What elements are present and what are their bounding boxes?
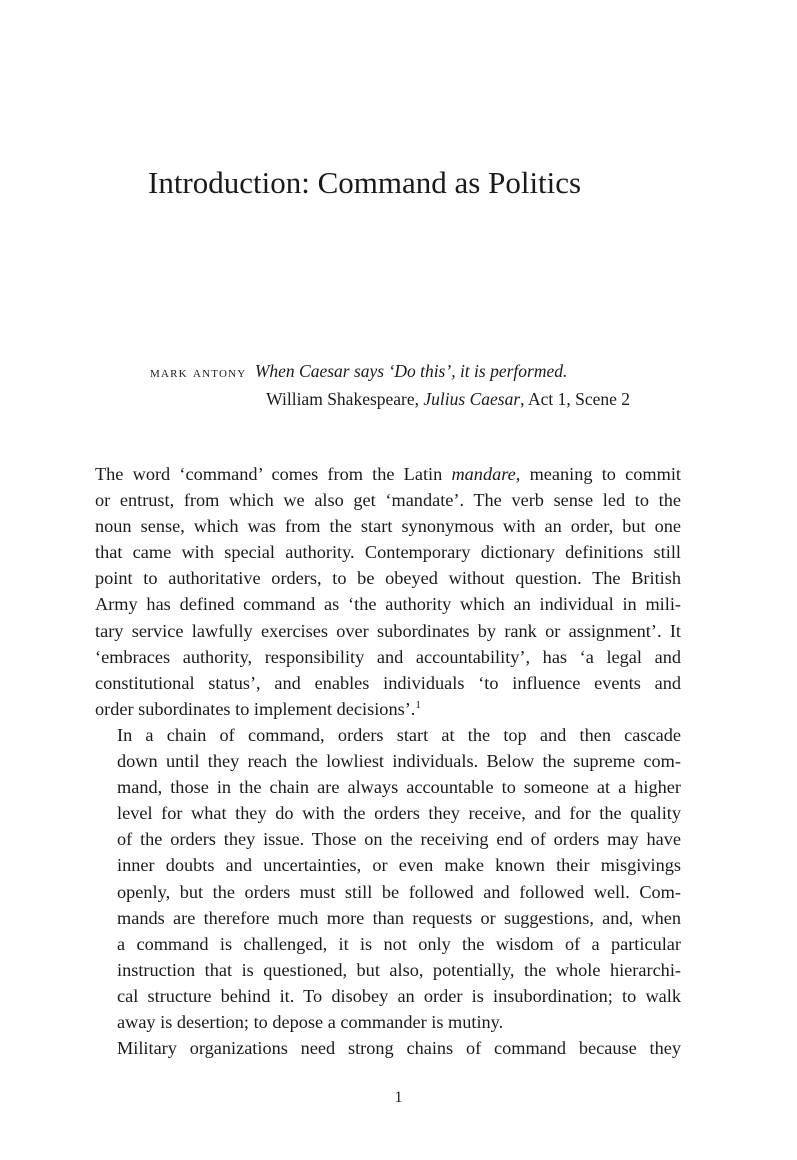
text-line: level for what they do with the orders they receive, and for the quality xyxy=(117,803,681,824)
text-line: down until they reach the lowliest individuals. Below the supreme com- xyxy=(117,751,681,772)
text-line: constitutional status’, and enables individuals ‘to influence events and xyxy=(95,672,681,693)
text-line: mand, those in the chain are always accountable to someone at a higher xyxy=(117,777,681,798)
epigraph-author: William Shakespeare, xyxy=(266,389,420,409)
page-number: 1 xyxy=(394,1089,403,1106)
text-line: of the orders they issue. Those on the receiving end of orders may have xyxy=(117,829,681,850)
text-line: Military organizations need strong chains of command because they xyxy=(117,1038,681,1059)
text-line: noun sense, which was from the start synonymous with an order, but one xyxy=(95,516,681,537)
body-paragraph xyxy=(95,722,681,1035)
text-line: openly, but the orders must still be followed and followed well. Com- xyxy=(117,881,681,902)
italic-term: mandare xyxy=(451,464,516,484)
text-line: a command is challenged, it is not only the wisdom of a particular xyxy=(117,933,681,954)
text-line: or entrust, from which we also get ‘mandate’. The verb sense led to the xyxy=(95,490,681,511)
epigraph-quote: When Caesar says ‘Do this’, it is performed. xyxy=(254,361,568,381)
text-line: mands are therefore much more than requests or suggestions, and, when xyxy=(117,907,681,928)
text-line: tary service lawfully exercises over subordinates by rank or assignment’. It xyxy=(95,620,681,641)
text-line: Army has defined command as ‘the authority which an individual in mili- xyxy=(95,594,681,615)
epigraph-quote-line xyxy=(150,358,630,386)
body-paragraph xyxy=(95,1035,681,1061)
text-line: point to authoritative orders, to be obeyed without question. The British xyxy=(95,568,681,589)
text-line: away is desertion; to depose a commander is mutiny. xyxy=(117,1011,504,1032)
body-text xyxy=(95,461,681,1061)
epigraph-location: , Act 1, Scene 2 xyxy=(520,389,630,409)
epigraph-attribution xyxy=(150,386,630,412)
epigraph-work: Julius Caesar xyxy=(423,389,521,409)
text-line: cal structure behind it. To disobey an order is insubordination; to walk xyxy=(117,985,681,1006)
text-line: The word ‘command’ comes from the Latin mandare, meaning to commit xyxy=(95,464,681,484)
footnote-marker[interactable]: 1 xyxy=(415,698,421,711)
text-line: order subordinates to implement decisions’.$^1$ xyxy=(95,698,421,719)
epigraph xyxy=(150,358,630,412)
text-line: In a chain of command, orders start at the top and then cascade xyxy=(117,724,681,745)
chapter-title: Introduction: Command as Politics xyxy=(148,165,582,200)
text-line: ‘embraces authority, responsibility and accountability’, has ‘a legal and xyxy=(95,646,681,667)
text-line: that came with special authority. Contemporary dictionary definitions still xyxy=(95,542,681,563)
text-line: inner doubts and uncertainties, or even make known their misgivings xyxy=(117,855,681,876)
epigraph-speaker: mark antony xyxy=(150,364,247,381)
body-paragraph xyxy=(95,461,681,722)
text-line: instruction that is questioned, but also, potentially, the whole hierarchi- xyxy=(117,959,681,980)
